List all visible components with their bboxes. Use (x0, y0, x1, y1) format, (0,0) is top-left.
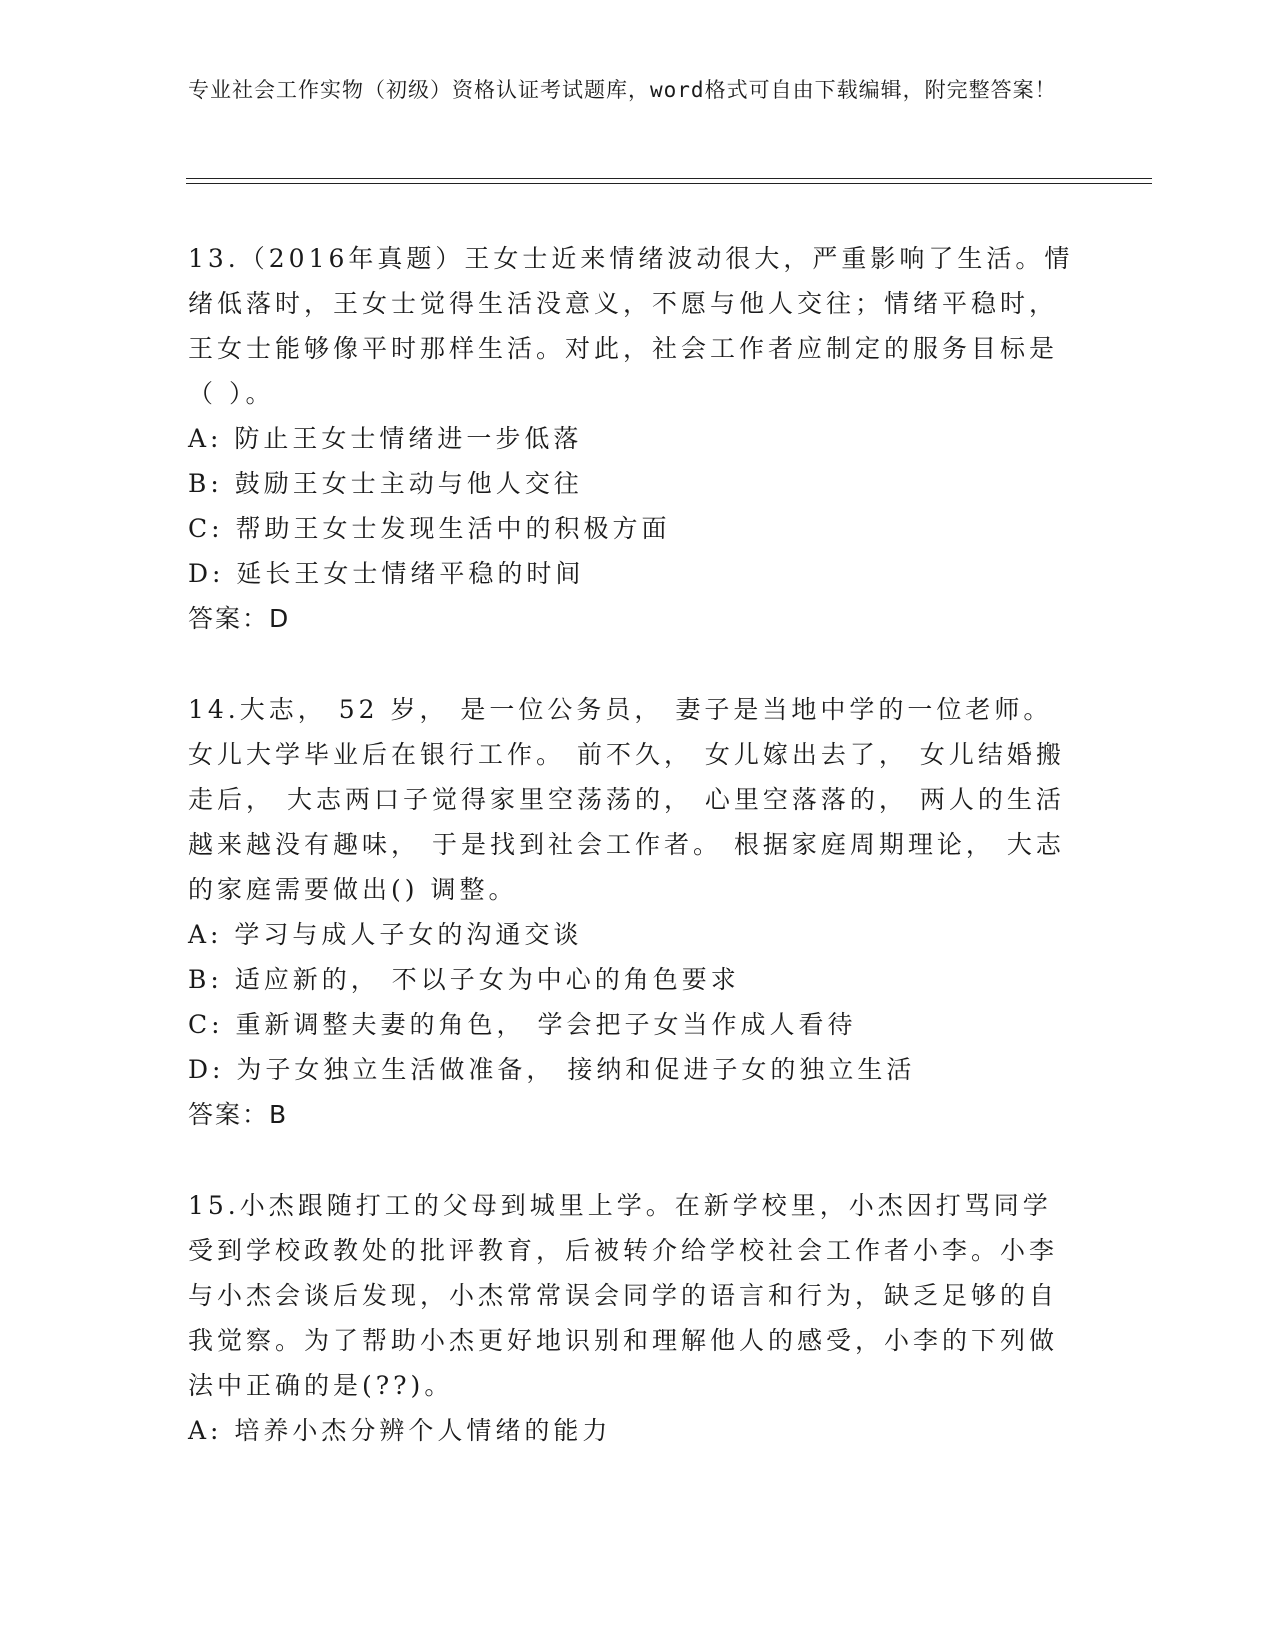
option-d: D: 为子女独立生活做准备， 接纳和促进子女的独立生活 (188, 1055, 916, 1084)
option-c: C: 帮助王女士发现生活中的积极方面 (188, 514, 671, 543)
option-c: C: 重新调整夫妻的角色， 学会把子女当作成人看待 (188, 1010, 857, 1039)
header-divider-top (186, 178, 1152, 179)
option-a: A: 培养小杰分辨个人情绪的能力 (188, 1416, 612, 1445)
answer: 答案：B (188, 1100, 289, 1129)
option-b: B: 适应新的， 不以子女为中心的角色要求 (188, 965, 740, 994)
option-a: A: 学习与成人子女的沟通交谈 (188, 920, 583, 949)
question-15 (188, 1183, 1088, 1453)
option-d: D: 延长王女士情绪平稳的时间 (188, 559, 585, 588)
header-divider-bottom (186, 183, 1152, 184)
question-stem: 13.（2016年真题）王女士近来情绪波动很大，严重影响了生活。情绪低落时，王女士觉得生活没意义，不愿与他人交往；情绪平稳时，王女士能够像平时那样生活。对此，社会工作者应制定的服务目标是（ ）。 (188, 244, 1074, 408)
question-stem: 15.小杰跟随打工的父母到城里上学。在新学校里，小杰因打骂同学受到学校政教处的批评教育，后被转介给学校社会工作者小李。小李与小杰会谈后发现，小杰常常误会同学的语言和行为，缺乏足够的自我觉察。为了帮助小杰更好地识别和理解他人的感受，小李的下列做法中正确的是(??)。 (188, 1191, 1059, 1400)
option-a: A: 防止王女士情绪进一步低落 (188, 424, 583, 453)
option-b: B: 鼓励王女士主动与他人交往 (188, 469, 583, 498)
question-stem: 14.大志， 52 岁， 是一位公务员， 妻子是当地中学的一位老师。 女儿大学毕业后在银行工作。 前不久， 女儿嫁出去了， 女儿结婚搬走后， 大志两口子觉得家里空荡荡的， 心里空落落的， 两人的生活越来越没有趣味， 于是找到社会工作者。 根据家庭周期理论， 大志的家庭需要做出() 调整。 (188, 695, 1065, 904)
page-header: 专业社会工作实物（初级）资格认证考试题库，word格式可自由下载编辑，附完整答案！ (188, 78, 1057, 102)
answer: 答案：D (188, 604, 291, 633)
question-13 (188, 236, 1088, 641)
question-14 (188, 687, 1088, 1137)
question-list (188, 236, 1088, 1499)
